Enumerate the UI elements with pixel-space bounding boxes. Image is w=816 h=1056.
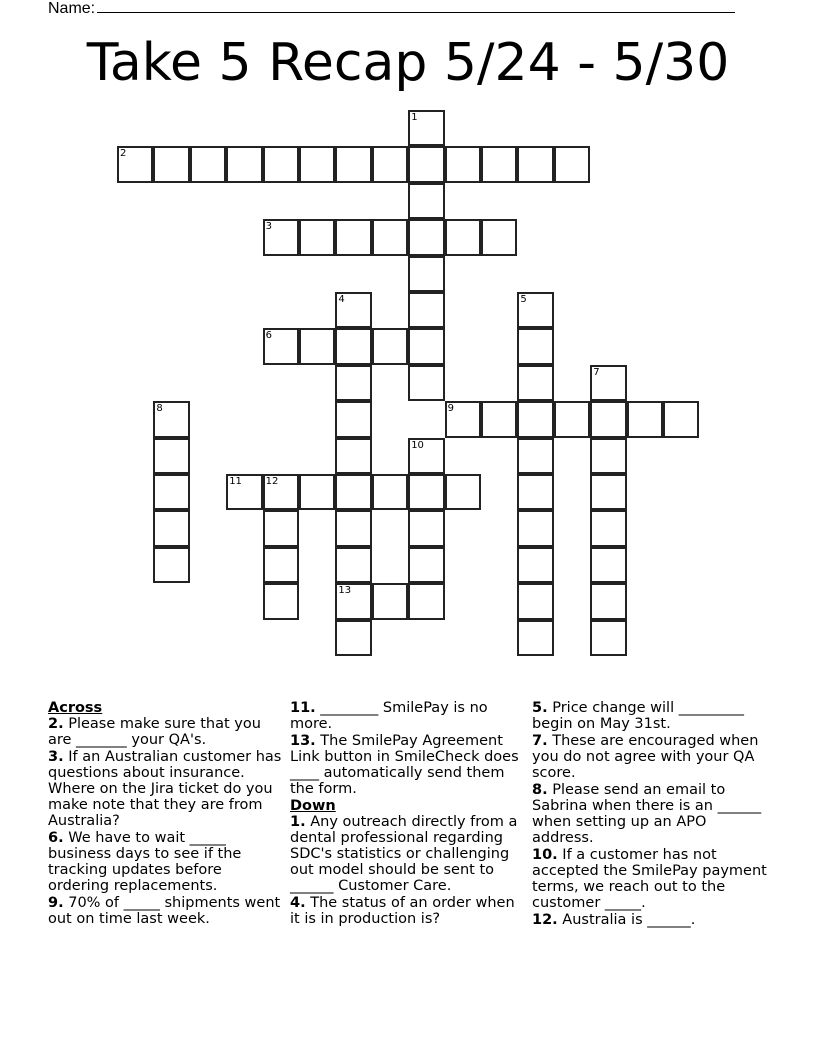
clue-item [48, 830, 282, 894]
clue-item-number: 2. [48, 716, 64, 732]
down-clue-list [290, 814, 522, 927]
grid-cell[interactable] [590, 401, 626, 437]
clue-item [290, 895, 522, 927]
clue-item-number: 7. [532, 733, 548, 749]
clue-number: 1 [411, 112, 418, 123]
down-heading: Down [290, 798, 336, 814]
clue-item-number: 1. [290, 814, 306, 830]
grid-cell[interactable] [408, 365, 444, 401]
clue-item-number: 3. [48, 749, 64, 765]
name-label: Name: [48, 0, 96, 17]
clue-item-text: 70% of _____ shipments went out on time last week. [48, 895, 281, 927]
clue-number: 3 [265, 221, 272, 233]
grid-cell[interactable] [590, 620, 626, 656]
grid-cell[interactable] [517, 438, 553, 474]
across-clue-list [48, 716, 282, 927]
grid-cell[interactable] [335, 219, 371, 255]
clue-item-text: Please make sure that you are _______ your QA's. [48, 716, 261, 748]
grid-cell[interactable] [517, 401, 553, 437]
grid-cell[interactable] [590, 583, 626, 619]
clue-item-text: The status of an order when it is in production is? [290, 895, 515, 927]
clue-item-text: Please send an email to Sabrina when there is an ______ when setting up an APO address. [532, 782, 762, 846]
grid-cell[interactable] [335, 620, 371, 656]
clue-item-number: 13. [290, 733, 316, 749]
grid-cell[interactable] [372, 328, 408, 364]
clue-column-3 [532, 700, 770, 929]
grid-cell[interactable] [408, 183, 444, 219]
grid-cell[interactable] [445, 146, 481, 182]
grid-cell[interactable] [263, 583, 299, 619]
grid-cell[interactable] [153, 474, 189, 510]
grid-cell[interactable] [663, 401, 699, 437]
page-title: Take 5 Recap 5/24 - 5/30 [86, 33, 730, 93]
grid-cell[interactable] [590, 547, 626, 583]
clue-item-text: Australia is ______. [557, 912, 696, 928]
clue-number: 2 [120, 148, 127, 160]
grid-cell[interactable] [408, 474, 444, 510]
grid-cell[interactable] [335, 365, 371, 401]
clue-number: 5 [520, 294, 527, 305]
clue-item-text: ________ SmilePay is no more. [290, 700, 488, 732]
clue-item [532, 700, 770, 732]
clue-number: 12 [265, 476, 279, 487]
clue-item-text: We have to wait _____ business days to see if the tracking updates before ordering replacements. [48, 830, 242, 894]
clue-item [532, 733, 770, 781]
grid-cell[interactable] [408, 328, 444, 364]
clue-column-1 [48, 700, 282, 928]
grid-cell[interactable] [153, 438, 189, 474]
grid-cell[interactable] [153, 401, 189, 437]
clue-item-number: 5. [532, 700, 548, 716]
grid-cell[interactable] [481, 401, 517, 437]
grid-cell[interactable] [372, 219, 408, 255]
grid-cell[interactable] [554, 146, 590, 182]
clue-item-text: If an Australian customer has questions about insurance. Where on the Jira ticket do you make note that they are from Australia? [48, 749, 282, 829]
grid-cell[interactable] [408, 583, 444, 619]
grid-cell[interactable] [335, 401, 371, 437]
grid-cell[interactable] [517, 620, 553, 656]
grid-cell[interactable] [481, 219, 517, 255]
grid-cell[interactable] [590, 474, 626, 510]
grid-cell[interactable] [263, 219, 299, 255]
grid-cell[interactable] [226, 146, 262, 182]
clue-item-number: 6. [48, 830, 64, 846]
clue-item [48, 716, 282, 748]
grid-cell[interactable] [517, 547, 553, 583]
clue-item-text: The SmilePay Agreement Link button in SmileCheck does ____ automatically send them the form. [290, 733, 519, 797]
clue-item-number: 12. [532, 912, 558, 928]
grid-cell[interactable] [335, 292, 371, 328]
grid-cell[interactable] [372, 583, 408, 619]
grid-cell[interactable] [517, 292, 553, 328]
grid-cell[interactable] [299, 328, 335, 364]
clue-item-text: These are encouraged when you do not agree with your QA score. [532, 733, 759, 781]
clue-number: 8 [156, 403, 163, 415]
grid-cell[interactable] [153, 547, 189, 583]
grid-cell[interactable] [517, 510, 553, 546]
grid-cell[interactable] [153, 510, 189, 546]
clue-item [290, 814, 522, 894]
grid-cell[interactable] [408, 256, 444, 292]
clue-item [48, 749, 282, 829]
grid-cell[interactable] [627, 401, 663, 437]
across-heading: Across [48, 700, 103, 716]
grid-cell[interactable] [335, 474, 371, 510]
clue-number: 10 [411, 439, 424, 451]
clue-item [290, 700, 522, 732]
grid-cell[interactable] [590, 365, 626, 401]
grid-cell[interactable] [372, 474, 408, 510]
clue-item-number: 10. [532, 847, 558, 863]
clue-number: 13 [338, 585, 352, 597]
grid-cell[interactable] [263, 328, 299, 364]
grid-cell[interactable] [299, 146, 335, 182]
grid-cell[interactable] [590, 510, 626, 546]
clue-item [532, 912, 770, 928]
clue-column-2 [290, 700, 522, 928]
grid-cell[interactable] [408, 292, 444, 328]
clue-item [532, 782, 770, 846]
grid-cell[interactable] [299, 474, 335, 510]
clue-item-text: Any outreach directly from a dental professional regarding SDC's statistics or challenging out model should be sent to ______ Customer Care. [290, 814, 518, 894]
grid-cell[interactable] [335, 328, 371, 364]
grid-cell[interactable] [408, 438, 444, 474]
grid-cell[interactable] [117, 146, 153, 182]
clue-item-text: Price change will _________ begin on May 31st. [532, 700, 744, 732]
grid-cell[interactable] [517, 583, 553, 619]
grid-cell[interactable] [517, 365, 553, 401]
grid-cell[interactable] [517, 474, 553, 510]
clue-number: 11 [229, 476, 242, 487]
clue-item-number: 4. [290, 895, 306, 911]
grid-cell[interactable] [590, 438, 626, 474]
grid-cell[interactable] [263, 146, 299, 182]
grid-cell[interactable] [263, 474, 299, 510]
grid-cell[interactable] [481, 146, 517, 182]
grid-cell[interactable] [153, 146, 189, 182]
clue-item [290, 733, 522, 797]
across-clue-list-continued [290, 700, 522, 797]
grid-cell[interactable] [299, 219, 335, 255]
grid-cell[interactable] [335, 547, 371, 583]
clue-number: 6 [265, 330, 272, 342]
clue-number: 9 [447, 403, 454, 415]
grid-cell[interactable] [445, 219, 481, 255]
clue-item-number: 11. [290, 700, 316, 716]
grid-cell[interactable] [335, 510, 371, 546]
clue-item-number: 8. [532, 782, 548, 798]
clue-item-text: If a customer has not accepted the SmilePay payment terms, we reach out to the customer _____. [532, 847, 767, 911]
grid-cell[interactable] [517, 146, 553, 182]
grid-cell[interactable] [335, 146, 371, 182]
grid-cell[interactable] [445, 401, 481, 437]
grid-cell[interactable] [408, 547, 444, 583]
grid-cell[interactable] [335, 583, 371, 619]
grid-cell[interactable] [335, 438, 371, 474]
grid-cell[interactable] [226, 474, 262, 510]
clue-item-number: 9. [48, 895, 64, 911]
grid-cell[interactable] [190, 146, 226, 182]
clue-number: 7 [593, 366, 600, 378]
clue-item [48, 895, 282, 927]
grid-cell[interactable] [408, 510, 444, 546]
grid-cell[interactable] [263, 510, 299, 546]
clue-number: 4 [338, 294, 345, 305]
grid-cell[interactable] [263, 547, 299, 583]
clue-item [532, 847, 770, 911]
grid-cell[interactable] [408, 146, 444, 182]
grid-cell[interactable] [554, 401, 590, 437]
grid-cell[interactable] [372, 146, 408, 182]
grid-cell[interactable] [408, 110, 444, 146]
grid-cell[interactable] [517, 328, 553, 364]
grid-cell[interactable] [445, 474, 481, 510]
down-clue-list-continued [532, 700, 770, 928]
grid-cell[interactable] [408, 219, 444, 255]
